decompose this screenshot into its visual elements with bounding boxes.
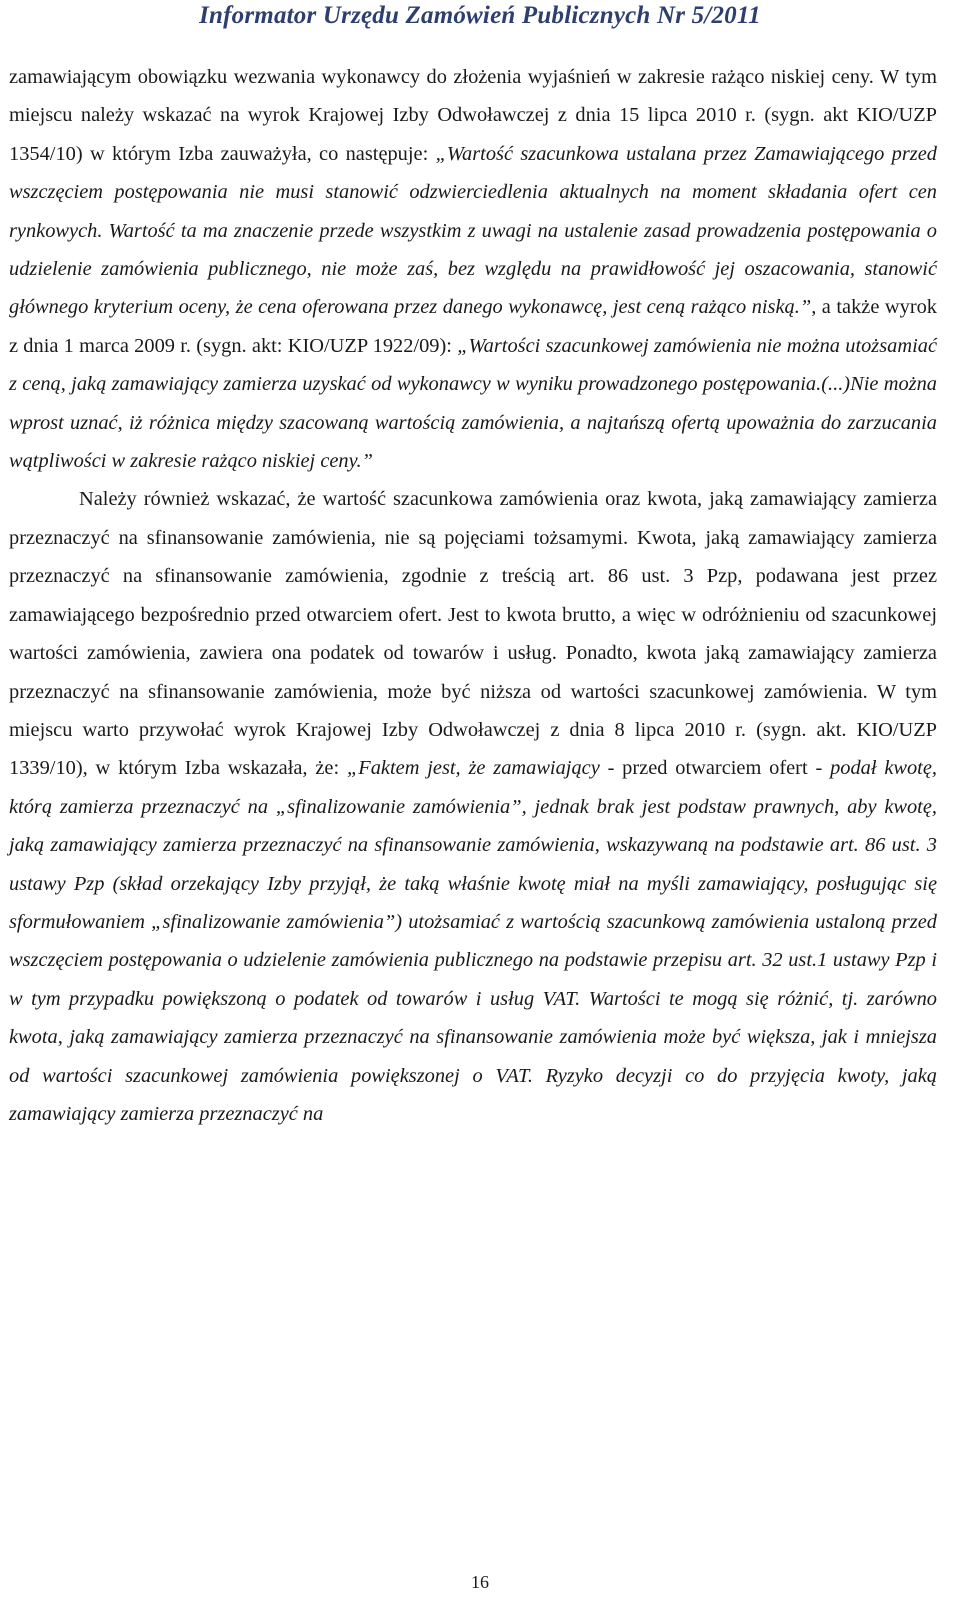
text-run: zamawiającym obowiązku wezwania wykonawcy do złożenia wyjaśnień w zakresie rażąco niskiej ceny. W tym miejscu należy wskazać na wyrok Krajowej Izby Odwoławczej z dnia 15 lipca 2010 r. (sygn. akt KIO/UZP 1354/10) w którym Izba zauważyła, co następuje: <box>9 66 937 165</box>
paragraph-main <box>9 480 937 1133</box>
document-body <box>9 58 937 1133</box>
text-run: , a także wyrok z dnia 1 marca 2009 r. (sygn. akt: KIO/UZP 1922/09): <box>9 296 937 357</box>
quote-run: „Wartość szacunkowa ustalana przez Zamawiającego przed wszczęciem postępowania nie musi stanowić odzwierciedlenia aktualnych na moment składania ofert cen rynkowych. Wartość ta ma znaczenie przede wszystkim z uwagi na ustalenie zasad prowadzenia postępowania o udzielenie zamówienia publicznego, nie może zaś, bez względu na prawidłowość jej oszacowania, stanowić głównego kryterium oceny, że cena oferowana przez danego wykonawcę, jest ceną rażąco niską.” <box>9 142 937 319</box>
text-run: - przed otwarciem ofert - <box>599 757 831 780</box>
page-number: 16 <box>471 1572 489 1592</box>
page-header: Informator Urzędu Zamówień Publicznych Nr 5/2011 <box>199 2 761 29</box>
paragraph-continuation <box>9 58 937 480</box>
quote-run: „Wartości szacunkowej zamówienia nie można utożsamiać z ceną, jaką zamawiający zamierza uzyskać od wykonawcy w wyniku prowadzonego postępowania.(...)Nie można wprost uznać, iż różnica między szacowaną wartością zamówienia, a najtańszą ofertą upoważnia do zarzucania wątpliwości w zakresie rażąco niskiej ceny.” <box>9 334 938 473</box>
quote-run: podał kwotę, którą zamierza przeznaczyć na „sfinalizowanie zamówienia”, jednak brak jest podstaw prawnych, aby kwotę, jaką zamawiający zamierza przeznaczyć na sfinansowanie zamówienia, wskazywaną na podstawie art. 86 ust. 3 ustawy Pzp (skład orzekający Izby przyjął, że taką właśnie kwotę miał na myśli zamawiający, posługując się sformułowaniem „sfinalizowanie zamówienia”) utożsamiać z wartością szacunkową zamówienia ustaloną przed wszczęciem postępowania o udzielenie zamówienia publicznego na podstawie przepisu art. 32 ust.1 ustawy Pzp i w tym przypadku powiększoną o podatek od towarów i usług VAT. Wartości te mogą się różnić, tj. zarówno kwota, jaką zamawiający zamierza przeznaczyć na sfinansowanie zamówienia może być większa, jak i mniejsza od wartości szacunkowej zamówienia powiększonej o VAT. Ryzyko decyzji co do przyjęcia kwoty, jaką zamawiający zamierza przeznaczyć na <box>9 757 937 1125</box>
text-run: Należy również wskazać, że wartość szacunkowa zamówienia oraz kwota, jaką zamawiający zamierza przeznaczyć na sfinansowanie zamówienia, nie są pojęciami tożsamymi. Kwota, jaką zamawiający zamierza przeznaczyć na sfinansowanie zamówienia, zgodnie z treścią art. 86 ust. 3 Pzp, podawana jest przez zamawiającego bezpośrednio przed otwarciem ofert. Jest to kwota brutto, a więc w odróżnieniu od szacunkowej wartości zamówienia, zawiera ona podatek od towarów i usług. Ponadto, kwota jaką zamawiający zamierza przeznaczyć na sfinansowanie zamówienia, może być niższa od wartości szacunkowej zamówienia. W tym miejscu warto przywołać wyrok Krajowej Izby Odwoławczej z dnia 8 lipca 2010 r. (sygn. akt. KIO/UZP 1339/10), w którym Izba wskazała, że: <box>9 488 937 780</box>
quote-run: „Faktem jest, że zamawiający <box>346 757 600 780</box>
